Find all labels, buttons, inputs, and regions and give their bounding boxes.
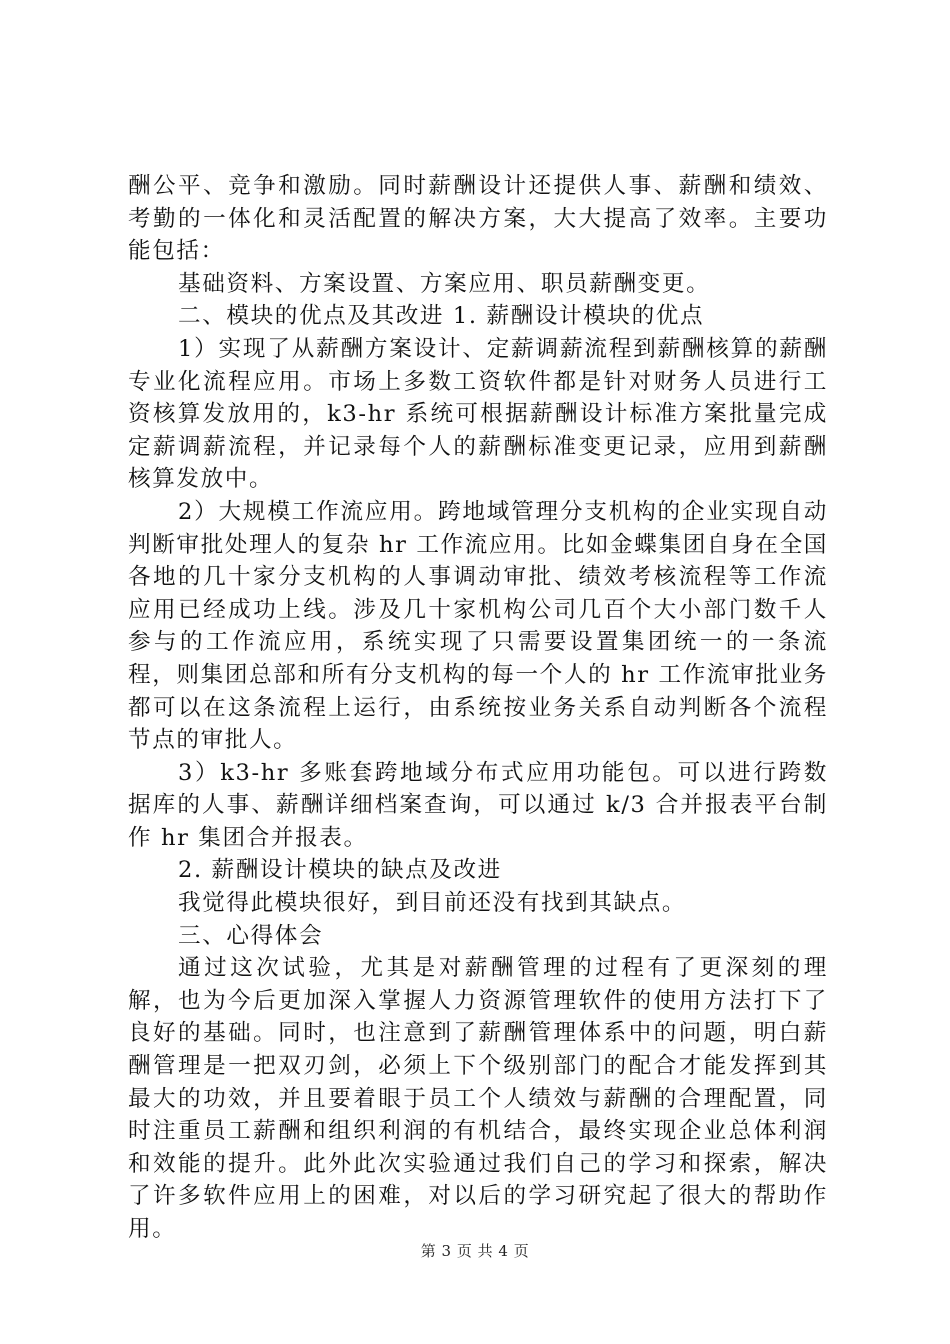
paragraph-advantage-2: 2）大规模工作流应用。跨地域管理分支机构的企业实现自动判断审批处理人的复杂 hr 工作流应用。比如金蝶集团自身在全国各地的几十家分支机构的人事调动审批、绩效考核流程等工作流应用已经成功上线。涉及几十家机构公司几百个大小部门数千人参与的工作流应用，系统实现了只需要设置集团统一的一条流程，则集团总部和所有分支机构的每一个人的 hr 工作流审批业务都可以在这条流程上运行，由系统按业务关系自动判断各个流程节点的审批人。 xyxy=(128,498,828,754)
paragraph-advantage-3: 3）k3-hr 多账套跨地域分布式应用功能包。可以进行跨数据库的人事、薪酬详细档案查询，可以通过 k/3 合并报表平台制作 hr 集团合并报表。 xyxy=(128,759,828,851)
subheading-disadvantages: 2. 薪酬设计模块的缺点及改进 xyxy=(178,857,502,884)
document-body xyxy=(128,170,828,1246)
paragraph-functions-list: 基础资料、方案设置、方案应用、职员薪酬变更。 xyxy=(178,270,711,297)
paragraph-advantage-1: 1）实现了从薪酬方案设计、定薪调薪流程到薪酬核算的薪酬专业化流程应用。市场上多数工资软件都是针对财务人员进行工资核算发放用的，k3-hr 系统可根据薪酬设计标准方案批量完成定薪调薪流程，并记录每个人的薪酬标准变更记录，应用到薪酬核算发放中。 xyxy=(128,335,828,493)
paragraph-reflections: 通过这次试验，尤其是对薪酬管理的过程有了更深刻的理解，也为今后更加深入掌握人力资源管理软件的使用方法打下了良好的基础。同时，也注意到了薪酬管理体系中的问题，明白薪酬管理是一把双刃剑，必须上下个级别部门的配合才能发挥到其最大的功效，并且要着眼于员工个人绩效与薪酬的合理配置，同时注重员工薪酬和组织利润的有机结合，最终实现企业总体利润和效能的提升。此外此次实验通过我们自己的学习和探索，解决了许多软件应用上的困难，对以后的学习研究起了很大的帮助作用。 xyxy=(128,955,828,1242)
section-heading-reflections: 三、心得体会 xyxy=(178,922,324,949)
section-heading-advantages: 二、模块的优点及其改进 1. 薪酬设计模块的优点 xyxy=(178,303,705,330)
paragraph-continuation: 酬公平、竞争和激励。同时薪酬设计还提供人事、薪酬和绩效、考勤的一体化和灵活配置的解决方案，大大提高了效率。主要功能包括： xyxy=(128,173,828,265)
page-number-footer: 第 3 页 共 4 页 xyxy=(420,1242,530,1260)
paragraph-disadvantages: 我觉得此模块很好，到目前还没有找到其缺点。 xyxy=(178,890,687,917)
